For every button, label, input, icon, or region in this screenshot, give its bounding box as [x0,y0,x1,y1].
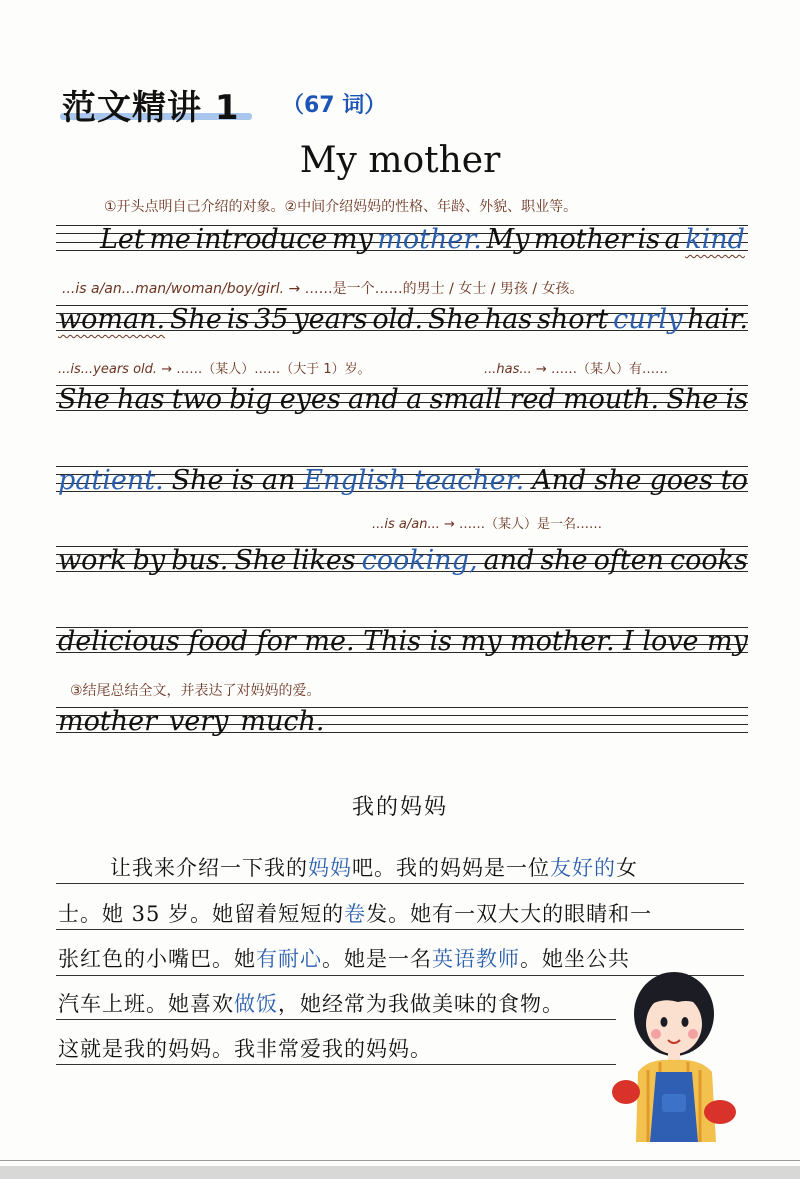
word: and [348,384,399,415]
word: is [637,224,660,255]
essay-line-6 [58,626,748,657]
word: mother [533,224,633,255]
word: big [229,384,273,415]
word: food [188,626,249,657]
translation-line-2: 士。她 35 岁。她留着短短的卷发。她有一双大大的眼睛和一 [58,902,653,926]
word: is [231,465,254,496]
word: My [486,224,530,255]
section-title: 范文精讲 1 [62,88,240,128]
essay-line-3 [58,384,748,415]
word: goes [649,465,713,496]
word: years [293,304,368,335]
word: a [664,224,681,255]
translation-rule [56,1019,616,1020]
word: my [331,224,373,255]
pattern-note-3: ...has... → ……（某人）有…… [484,362,668,377]
word: She [171,465,224,496]
word-highlight: curly [613,304,683,335]
word: Let [100,224,145,255]
translation-line-4: 汽车上班。她喜欢做饭，她经常为我做美味的食物。 [58,992,564,1016]
word-highlight: cooking, [361,545,478,576]
word-count: （67 词） [282,93,387,118]
essay-line-1 [100,224,745,255]
word: for [256,626,296,657]
pattern-note-4: ...is a/an... → ……（某人）是一名…… [372,517,603,532]
word: introduce [195,224,328,255]
page-bottom-strip [0,1166,800,1179]
word-highlight: patient. [58,465,164,496]
word: She [234,545,287,576]
mother-illustration [608,962,748,1142]
word: hair. [687,304,748,335]
word: she [594,465,642,496]
word-highlight: teacher. [414,465,525,496]
translation-title: 我的妈妈 [351,795,448,820]
word: I [623,626,634,657]
word: cooks [670,545,748,576]
word: is [226,304,250,335]
word: eyes [279,384,341,415]
word: work [58,545,127,576]
essay-title: My mother [299,140,501,181]
essay-line-7 [58,706,324,737]
word: She [666,384,719,415]
word: mouth. [563,384,660,415]
word: She [427,304,480,335]
page-bottom-rule [0,1160,800,1161]
note-intro: ①开头点明自己介绍的对象。②中间介绍妈妈的性格、年龄、外貌、职业等。 [104,199,578,215]
word: and [483,545,535,576]
word: This [363,626,421,657]
word: she [540,545,588,576]
word: a [406,384,423,415]
word: woman. [58,304,166,335]
word: bus. [171,545,229,576]
translation-line-3: 张红色的小嘴巴。她有耐心。她是一名英语教师。她坐公共 [58,947,630,971]
word: an [261,465,296,496]
translation-line-5: 这就是我的妈妈。我非常爱我的妈妈。 [58,1037,432,1061]
word: by [132,545,166,576]
word: short [536,304,609,335]
word: is [725,384,748,415]
word: is [429,626,453,657]
word: my [707,626,748,657]
translation-rule [56,883,744,884]
word: She [58,384,110,415]
word: 35 [254,304,289,335]
word: very [168,706,229,737]
translation-rule [56,1064,616,1065]
word-highlight: kind [685,224,745,255]
word: likes [292,545,356,576]
word: has [484,304,533,335]
word-highlight: mother. [377,224,482,255]
word: me. [304,626,355,657]
word: love [642,626,699,657]
word: delicious [58,626,180,657]
note-ending: ③结尾总结全文，并表达了对妈妈的爱。 [70,683,321,699]
pattern-note-1: ...is a/an...man/woman/boy/girl. → ……是一个……的男士 / 女士 / 男孩 / 女孩。 [62,281,584,297]
word: red [509,384,556,415]
word: two [171,384,222,415]
word: my [460,626,502,657]
essay-line-2 [58,304,748,335]
word: She [169,304,222,335]
translation-rule [56,929,744,930]
word: small [429,384,503,415]
translation-line-1: 让我来介绍一下我的妈妈吧。我的妈妈是一位友好的女 [110,856,638,880]
word-highlight: English [303,465,407,496]
word: old. [372,304,424,335]
word: to [720,465,748,496]
word: often [593,545,665,576]
word: has [117,384,165,415]
essay-line-4 [58,465,748,496]
word: much. [240,706,325,737]
essay-line-5 [58,545,748,576]
pattern-note-2: ...is...years old. → ……（某人）……（大于 1）岁。 [58,362,371,377]
word: me [149,224,191,255]
word: And [532,465,587,496]
word: mother [58,706,157,737]
word: mother. [510,626,615,657]
